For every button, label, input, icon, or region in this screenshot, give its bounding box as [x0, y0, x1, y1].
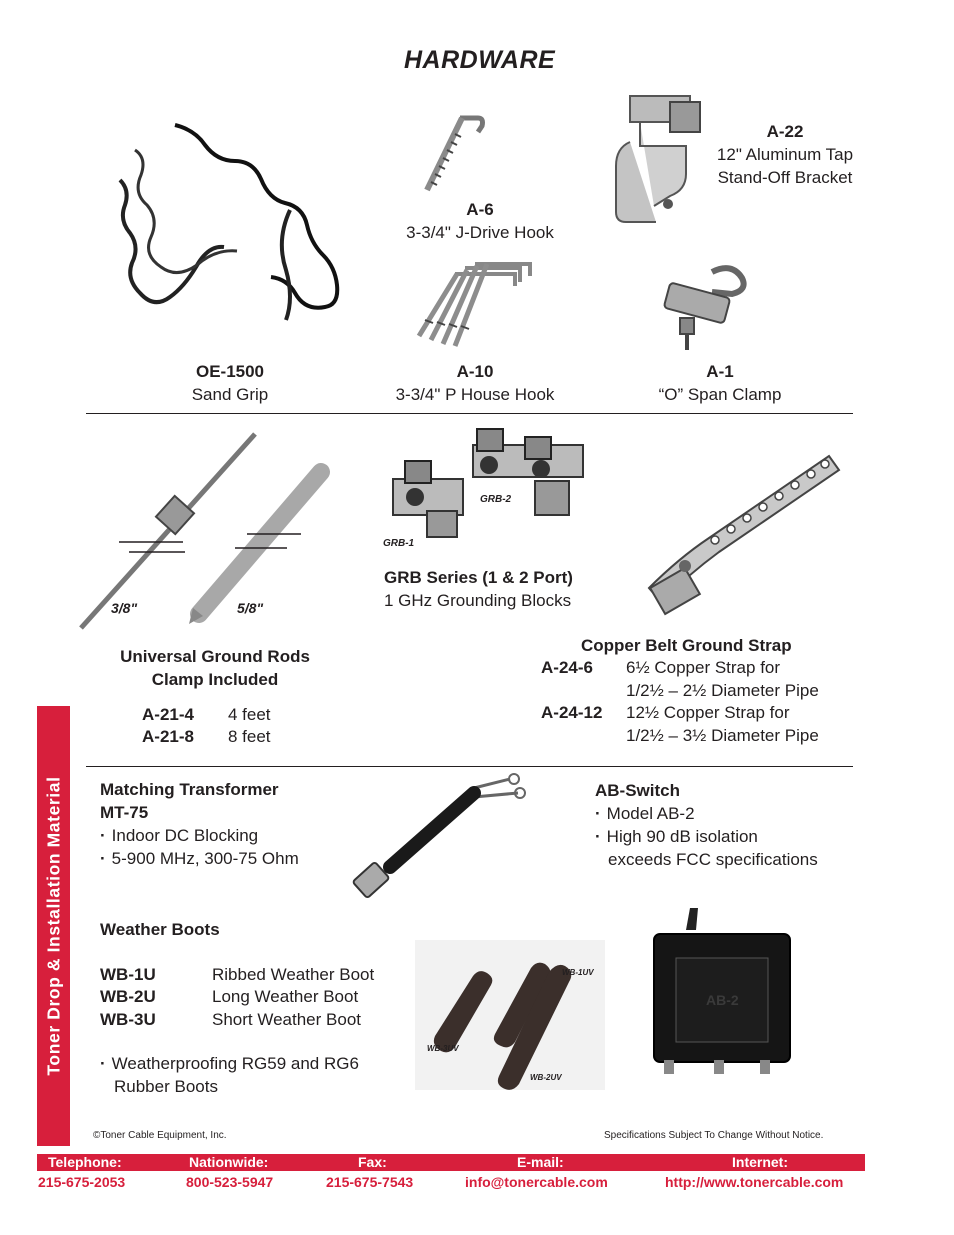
ab-switch-bullet-2-cont: exceeds FCC specifications — [608, 850, 818, 869]
page-title: HARDWARE — [404, 46, 556, 74]
section-divider — [86, 413, 853, 414]
grb-desc: 1 GHz Grounding Blocks — [384, 591, 572, 610]
sand-grip-image — [100, 120, 360, 340]
a6-caption — [330, 198, 630, 244]
copyright: ©Toner Cable Equipment, Inc. — [93, 1130, 227, 1141]
boot-tag-2uv: WB-2UV — [530, 1073, 562, 1082]
transformer-bullet-2: · 5-900 MHz, 300-75 Ohm — [100, 847, 299, 870]
footer-nationwide: 800-523-5947 — [186, 1174, 274, 1190]
ground-rods-title-line1: Universal Ground Rods — [120, 647, 310, 666]
sidebar-banner — [37, 706, 70, 1146]
grb-title: GRB Series (1 & 2 Port) — [384, 568, 573, 587]
boot-tag-3uv: WB-3UV — [427, 1044, 459, 1053]
a22-line2: Stand-Off Bracket — [717, 168, 853, 187]
a6-desc: 3-3/4" J-Drive Hook — [406, 223, 554, 242]
grounding-blocks-image — [385, 425, 600, 545]
rod-size-small: 3/8" — [111, 600, 138, 616]
grb-caption — [384, 566, 573, 612]
copper-strap-title: Copper Belt Ground Strap — [581, 636, 792, 655]
ab-switch-title: AB-Switch — [595, 781, 680, 800]
oe1500-caption — [130, 360, 330, 406]
ground-rods-title — [90, 645, 340, 691]
boots-bullet-line1: · Weatherproofing RG59 and RG6 — [100, 1052, 359, 1075]
ab-switch-label: AB-2 — [706, 992, 739, 1008]
transformer-title: Matching Transformer — [100, 780, 279, 799]
transformer-block — [100, 778, 299, 870]
footer-label-telephone: Telephone: — [48, 1154, 122, 1170]
a22-code: A-22 — [766, 122, 804, 141]
boot-code-3: WB-3U — [100, 1010, 156, 1029]
strap-code-1: A-24-6 — [541, 658, 593, 677]
footer-label-nationwide: Nationwide: — [189, 1154, 269, 1170]
ab-switch-block — [595, 779, 818, 871]
footer-label-internet: Internet: — [732, 1154, 788, 1170]
ground-rods-title-line2: Clamp Included — [151, 670, 279, 689]
boots-bullet — [100, 1052, 359, 1098]
a1-code: A-1 — [706, 362, 734, 381]
rod-code-1: A-21-4 — [142, 705, 194, 724]
sidebar-text: Toner Drop & Installation Material — [43, 776, 63, 1076]
a1-desc: “O” Span Clamp — [658, 385, 782, 404]
strap-code-2: A-24-12 — [541, 703, 603, 722]
rod-code-2: A-21-8 — [142, 727, 194, 746]
weather-boots-image — [415, 940, 605, 1090]
footer-telephone: 215-675-2053 — [38, 1174, 126, 1190]
a10-desc: 3-3/4" P House Hook — [395, 385, 555, 404]
a10-code: A-10 — [456, 362, 494, 381]
strap-desc-2-line2: 1/2½ – 3½ Diameter Pipe — [626, 726, 819, 745]
footer-label-email: E-mail: — [517, 1154, 564, 1170]
boot-tag-1uv: WB-1UV — [562, 968, 594, 977]
strap-desc-2-line1: 12½ Copper Strap for — [626, 703, 790, 722]
a10-caption — [335, 360, 615, 406]
grb2-tag: GRB-2 — [480, 494, 512, 505]
rod-size-large: 5/8" — [237, 600, 264, 616]
weather-boots-title: Weather Boots — [100, 920, 220, 939]
a1-caption — [600, 360, 840, 406]
boots-bullet-line2: Rubber Boots — [114, 1077, 218, 1096]
grb1-tag: GRB-1 — [383, 538, 415, 549]
boot-desc-1: Ribbed Weather Boot — [212, 965, 375, 984]
copper-strap-image — [645, 448, 845, 618]
footer-email[interactable]: info@tonercable.com — [465, 1174, 608, 1190]
boot-code-2: WB-2U — [100, 987, 156, 1006]
transformer-model: MT-75 — [100, 803, 149, 822]
p-house-hook-image — [405, 260, 545, 350]
j-drive-hook-image — [415, 110, 490, 195]
boot-desc-2: Long Weather Boot — [212, 987, 359, 1006]
ab-switch-bullet-1: · Model AB-2 — [595, 802, 818, 825]
boot-code-1: WB-1U — [100, 965, 156, 984]
rod-desc-1: 4 feet — [228, 705, 271, 724]
boot-desc-3: Short Weather Boot — [212, 1010, 361, 1029]
span-clamp-image — [652, 262, 752, 352]
a6-code: A-6 — [466, 200, 494, 219]
rod-desc-2: 8 feet — [228, 727, 271, 746]
footer-website[interactable]: http://www.tonercable.com — [665, 1174, 844, 1190]
ab-switch-bullet-2: · High 90 dB isolation — [595, 825, 818, 848]
a22-line1: 12" Aluminum Tap — [716, 145, 854, 164]
a22-caption — [640, 120, 930, 189]
strap-desc-1-line1: 6½ Copper Strap for — [626, 658, 781, 677]
oe1500-code: OE-1500 — [195, 362, 265, 381]
oe1500-desc: Sand Grip — [191, 385, 269, 404]
disclaimer: Specifications Subject To Change Without Notice. — [604, 1130, 824, 1141]
section-divider-2 — [86, 766, 853, 767]
matching-transformer-image — [350, 773, 530, 903]
transformer-bullet-1: · Indoor DC Blocking — [100, 824, 299, 847]
strap-desc-1-line2: 1/2½ – 2½ Diameter Pipe — [626, 681, 819, 700]
footer-fax: 215-675-7543 — [326, 1174, 414, 1190]
footer-label-fax: Fax: — [358, 1154, 387, 1170]
